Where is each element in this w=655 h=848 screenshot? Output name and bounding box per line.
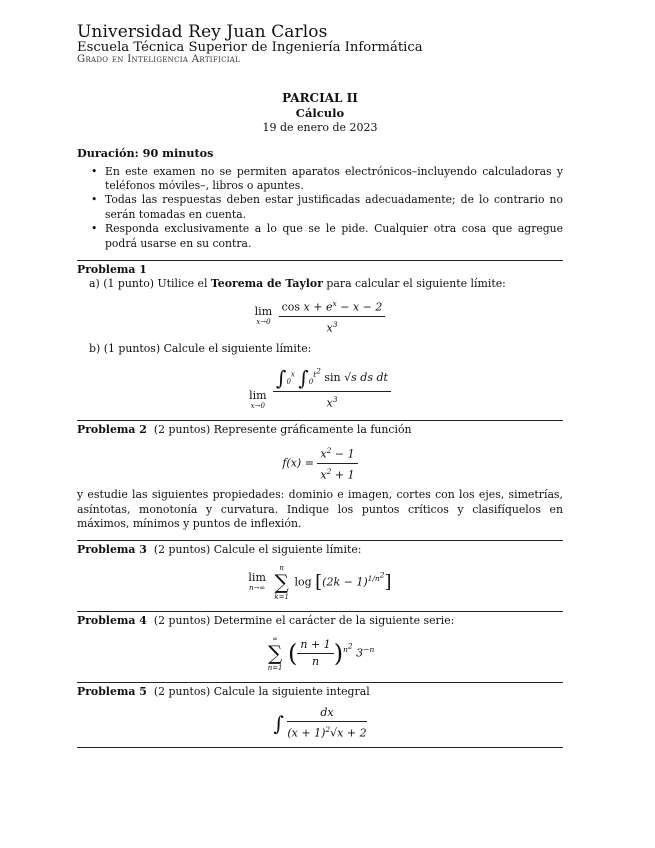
problem-3: Problema 3 (2 puntos) Calcule el siguiente límite: lim n→∞ n ∑ k=1 $\log [(2k - 1)^{1/n^2}]$ xyxy=(77,543,563,602)
problem-1a: a) (1 punto) Utilice el Teorema de Taylor para calcular el siguiente límite: xyxy=(89,277,506,291)
limit-formula-3: lim n→∞ n ∑ k=1 $\log [(2k - 1)^{1/n^2}]$ xyxy=(248,564,392,602)
divider xyxy=(77,747,563,748)
problem-5-heading: Problema 5 xyxy=(77,685,147,699)
exam-subject: Cálculo xyxy=(295,106,345,120)
divider xyxy=(77,260,563,261)
divider xyxy=(77,611,563,612)
rule-item: • Responda exclusivamente a lo que se le pide. Cualquier otra cosa que agregue podrá usarse en su contra. xyxy=(105,222,563,251)
rule-item: • En este examen no se permiten aparatos electrónicos–incluyendo calculadoras y teléfonos móviles–, libros o apuntes. xyxy=(105,165,563,194)
exam-date: 19 de enero de 2023 xyxy=(262,121,378,134)
problem-2-heading: Problema 2 xyxy=(77,423,147,437)
limit-formula-1a: lim x→0 $\frac{\cos x + e^x - x - 2}{x^3}$ xyxy=(77,297,563,336)
problem-3-heading: Problema 3 xyxy=(77,542,147,556)
problem-2-followup: y estudie las siguientes propiedades: dominio e imagen, cortes con los ejes, simetrías, asíntotas, monotonía y curvatura. Indique los puntos críticos y clasifíquelos en máximos, mínimos y puntos de inflexión. xyxy=(77,488,563,530)
limit-formula-1b: lim x→0 $\frac{\int_0^x \int_0^{t^2} \sin √s ds dt}{x^3}$ xyxy=(77,364,563,411)
problem-1-heading: Problema 1 xyxy=(77,263,147,276)
problem-4-heading: Problema 4 xyxy=(77,614,147,628)
problem-4: Problema 4 (2 puntos) Determine el carácter de la siguiente serie: ∞ ∑ n=1 ( $\frac{n + 1}{n}$ )$^{n^2}$ $3^{-n}$ xyxy=(77,614,563,673)
degree-name: Grado en Inteligencia Artificial xyxy=(77,54,241,65)
divider xyxy=(77,540,563,541)
series-formula: ∞ ∑ n=1 ( $\frac{n + 1}{n}$ )$^{n^2}$ $3^{-n}$ xyxy=(267,635,375,673)
divider xyxy=(77,682,563,683)
exam-duration: Duración: 90 minutos xyxy=(77,146,214,160)
rule-item: • Todas las respuestas deben estar justificadas adecuadamente; de lo contrario no serán tomadas en cuenta. xyxy=(105,193,563,222)
problem-5: Problema 5 (2 puntos) Calcule la siguiente integral ∫ $\frac{dx}{(x + 1)^2√x + 2}$ xyxy=(77,685,563,740)
university-name: Universidad Rey Juan Carlos xyxy=(77,22,328,42)
school-name: Escuela Técnica Superior de Ingeniería Informática xyxy=(77,40,423,55)
integral-formula: ∫ $\frac{dx}{(x + 1)^2√x + 2}$ xyxy=(273,705,367,740)
problem-1b: b) (1 puntos) Calcule el siguiente límite: xyxy=(89,342,312,356)
divider xyxy=(77,420,563,421)
function-formula: f(x) = $\frac{x^2 - 1}{x^2 + 1}$ xyxy=(77,444,563,483)
problem-1 xyxy=(77,263,563,411)
problem-2: Problema 2 (2 puntos) Represente gráficamente la función f(x) = $\frac{x^2 - 1}{x^2 + 1}$ y estudie las siguientes propiedades: dominio e imagen, cortes con los ejes, simetrías, asíntotas, monotonía y curvatura. Indique los puntos críticos y clasifíquelos en máximos, mínimos y puntos de inflexión. xyxy=(77,423,563,530)
rules-list xyxy=(77,165,563,251)
exam-page xyxy=(77,22,563,748)
exam-title: PARCIAL II xyxy=(282,91,358,105)
